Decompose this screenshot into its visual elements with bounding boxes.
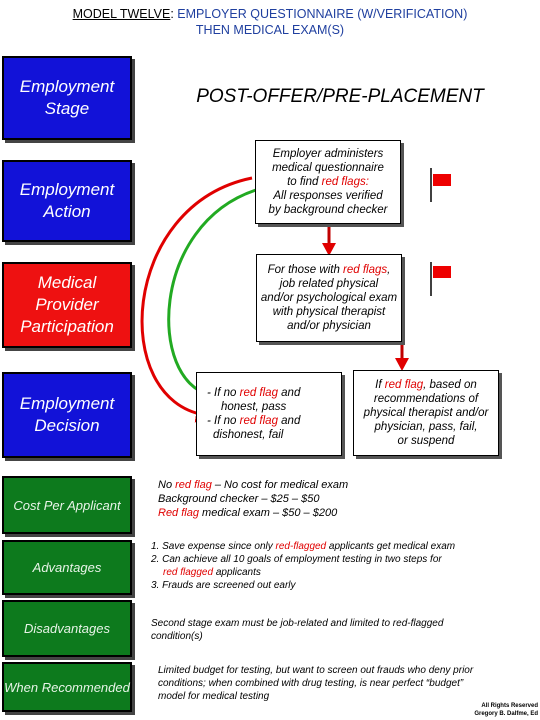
label-employment-decision: Employment Decision: [2, 372, 132, 458]
page-title: MODEL TWELVE: EMPLOYER QUESTIONNAIRE (W/VERIFICATION) THEN MEDICAL EXAM(S): [0, 6, 540, 38]
advantages-text: 1. Save expense since only red-flagged applicants get medical exam 2. Can achieve all 10 goals of employment testing in two steps for red flagged applicants 3. Frauds are screened out early: [151, 541, 456, 591]
when-text: Limited budget for testing, but want to screen out frauds who deny prior conditions; when combined with drug testing, is near perfect “budget” model for medical testing: [158, 665, 474, 702]
label-employment-action: Employment Action: [2, 160, 132, 242]
label-employment-stage: Employment Stage: [2, 56, 132, 140]
red-flag-icon: [433, 174, 451, 186]
title-prefix: MODEL TWELVE: [72, 7, 171, 21]
stage-value: POST-OFFER/PRE-PLACEMENT: [196, 86, 484, 107]
green-curve-arrow: [169, 190, 256, 395]
title-line2: THEN MEDICAL EXAM(S): [195, 23, 345, 37]
medical-box: For those with red flags, job related physical and/or psychological exam with physical therapist and/or physician: [256, 254, 402, 342]
decision-left-box: - If no red flag and honest, pass - If no red flag and dishonest, fail: [196, 372, 342, 456]
label-advantages: Advantages: [2, 540, 132, 595]
label-cost: Cost Per Applicant: [2, 476, 132, 534]
disadvantages-text: Second stage exam must be job-related and limited to red-flagged condition(s): [151, 618, 444, 642]
label-when: When Recommended: [2, 662, 132, 712]
red-flag-icon: [433, 266, 451, 278]
action-box: Employer administers medical questionnaire to find red flags: All responses verified by background checker: [255, 140, 401, 224]
label-disadvantages: Disadvantages: [2, 600, 132, 657]
decision-right-box: If red flag, based on recommendations of physical therapist and/or physician, pass, fail, or suspend: [353, 370, 499, 456]
label-medical-provider: Medical Provider Participation: [2, 262, 132, 348]
title-line1: EMPLOYER QUESTIONNAIRE (W/VERIFICATION): [177, 7, 468, 21]
cost-text: No red flag – No cost for medical exam Background checker – $25 – $50 Red flag medical exam – $50 – $200: [158, 479, 349, 519]
copyright-credit: All Rights Reserved Gregory B. Dalfme, Ed: [474, 703, 538, 717]
